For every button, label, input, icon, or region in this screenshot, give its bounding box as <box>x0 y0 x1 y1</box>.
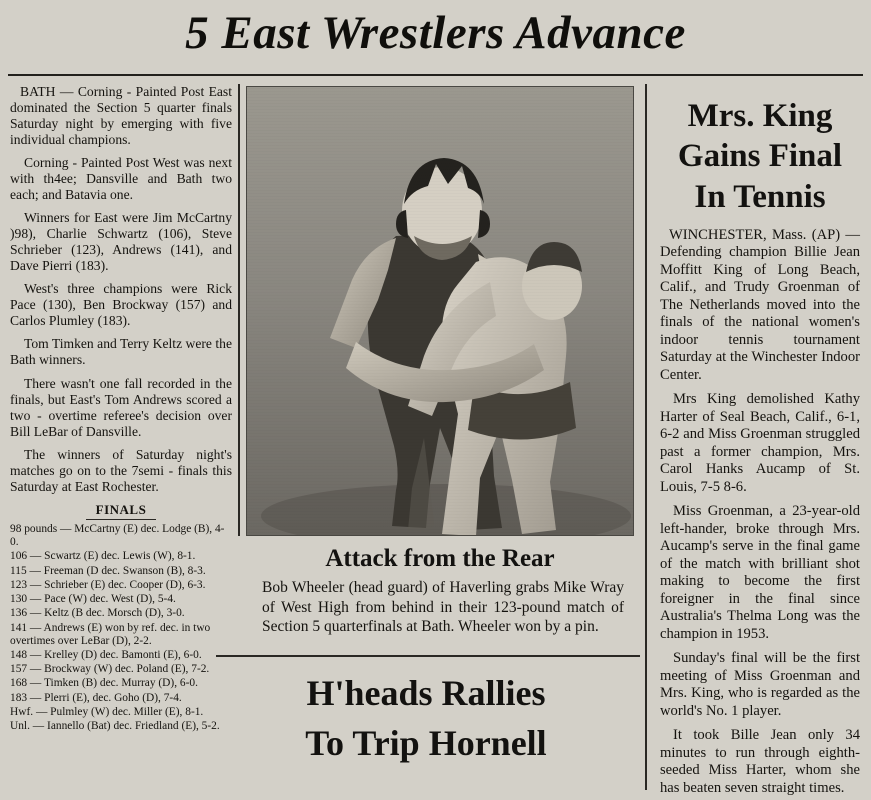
paragraph: West's three champions were Rick Pace (130), Ben Brockway (157) and Carlos Plumley (183). <box>10 281 232 329</box>
article-right <box>660 96 860 800</box>
paragraph: Miss Groenman, a 23-year-old left-hander, broke through Mrs. Aucamp's serve in the final game of the match with brilliant shot making to become the first foreigner in the final since Australia's Thelma Long was the champion in 1953. <box>660 503 860 642</box>
paragraph: There wasn't one fall recorded in the finals, but East's Tom Andrews scored a two - overtime referee's decision over Bill LeBar of Dansville. <box>10 375 232 439</box>
right-headline-line-3: In Tennis <box>694 178 826 215</box>
photo-caption-body: Bob Wheeler (head guard) of Haverling grabs Mike Wray of West High from behind in their 123-pound match of Section 5 quarterfinals at Bath. Wheeler won by a pin. <box>262 579 624 636</box>
bottom-headline-line-1: H'heads Rallies <box>306 673 546 713</box>
paragraph: Winners for East were Jim McCartny )98), Charlie Schwartz (106), Steve Schrieber (123), Andrews (141), and Dave Pierri (183). <box>10 210 232 274</box>
paragraph: WINCHESTER, Mass. (AP) — Defending champion Billie Jean Moffitt King of Long Beach, Calif., and Trudy Groenman of The Netherlands moved into the finals of the national women's indoor tennis tournament Saturday at the Winchester Indoor Center. <box>660 226 860 383</box>
column-divider-left <box>238 84 240 536</box>
photo-caption-title: Attack from the Rear <box>325 545 555 572</box>
finals-results-list <box>10 523 232 733</box>
list-item: 136 — Keltz (B dec. Morsch (D), 3-0. <box>10 607 185 620</box>
paragraph: Tom Timken and Terry Keltz were the Bath winners. <box>10 336 232 368</box>
right-headline-line-2: Gains Final <box>677 138 843 175</box>
right-headline-line-1: Mrs. King <box>687 98 833 134</box>
masthead-divider <box>8 74 863 76</box>
paragraph: It took Bille Jean only 34 minutes to run through eighth-seeded Miss Harter, whom she has beaten seven straight times. <box>660 727 860 796</box>
list-item: 115 — Freeman (D dec. Swanson (B), 8-3. <box>10 564 206 577</box>
finals-underline <box>86 519 156 520</box>
paragraph: BATH — Corning - Painted Post East dominated the Section 5 quarter finals Saturday night by emerging with five individual champions. <box>10 84 232 148</box>
article-left-body <box>10 84 232 734</box>
finals-heading: FINALS <box>95 501 147 517</box>
list-item: Hwf. — Pulmley (W) dec. Miller (E), 8-1. <box>10 705 204 718</box>
wrestling-photo <box>246 86 634 536</box>
list-item: 157 — Brockway (W) dec. Poland (E), 7-2. <box>10 663 210 676</box>
article-right-body <box>660 227 860 798</box>
section-divider-center <box>216 655 640 657</box>
photo-illustration <box>246 86 634 536</box>
list-item: 123 — Schrieber (E) dec. Cooper (D), 6-3. <box>10 578 206 591</box>
list-item: 183 — Plerri (E), dec. Goho (D), 7-4. <box>10 691 182 704</box>
list-item: 106 — Scwartz (E) dec. Lewis (W), 8-1. <box>10 550 196 563</box>
page-title: 5 East Wrestlers Advance <box>185 7 686 59</box>
paragraph: Mrs King demolished Kathy Harter of Seal Beach, Calif., 6-1, 6-2 and Miss Groenman struggled past a former champion, Mrs. Carol Hanks Aucamp of St. Louis, 7-5 8-6. <box>660 391 860 495</box>
paragraph: Corning - Painted Post West was next with th4ee; Dansville and Bath two each; and Batavia one. <box>10 155 232 203</box>
list-item: 130 — Pace (W) dec. West (D), 5-4. <box>10 593 176 606</box>
paragraph: The winners of Saturday night's matches go on to the 7semi - finals this Saturday at East Rochester. <box>10 446 232 494</box>
list-item: 141 — Andrews (E) won by ref. dec. in two overtimes over LeBar (D), 2-2. <box>10 621 211 647</box>
paragraph: Sunday's final will be the first meeting of Miss Groenman and Mrs. King, who is regarded as the world's No. 1 player. <box>660 650 860 719</box>
list-item: 168 — Timken (B) dec. Murray (D), 6-0. <box>10 677 198 690</box>
list-item: 98 pounds — McCartny (E) dec. Lodge (B), 4-0. <box>10 523 225 549</box>
list-item: Unl. — Iannello (Bat) dec. Friedland (E), 5-2. <box>10 720 220 733</box>
bottom-headline-line-2: To Trip Hornell <box>305 723 547 763</box>
column-divider-right <box>645 84 647 790</box>
list-item: 148 — Krelley (D) dec. Bamonti (E), 6-0. <box>10 649 202 662</box>
